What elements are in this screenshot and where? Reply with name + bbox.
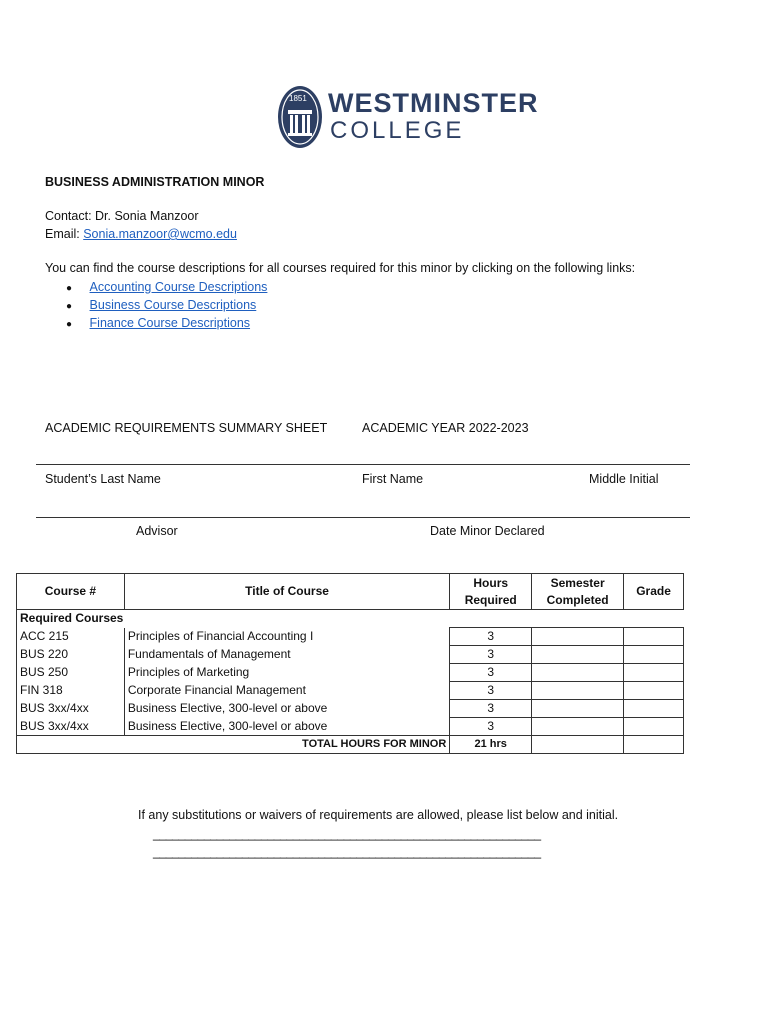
- course-number: ACC 215: [17, 628, 125, 646]
- course-number: BUS 250: [17, 664, 125, 682]
- date-declared-label: Date Minor Declared: [430, 524, 545, 538]
- semester-cell[interactable]: [532, 682, 624, 700]
- total-label: TOTAL HOURS FOR MINOR: [124, 736, 449, 754]
- email-link[interactable]: Sonia.manzoor@wcmo.edu: [83, 227, 237, 241]
- intro-text: You can find the course descriptions for all courses required for this minor by clicking on the following links:: [45, 261, 636, 275]
- total-row: [17, 736, 684, 754]
- total-semester-cell: [532, 736, 624, 754]
- total-hours: 21 hrs: [450, 736, 532, 754]
- header-semester: Semester Completed: [532, 574, 624, 610]
- substitutions-text: If any substitutions or waivers of requirements are allowed, please list below and initial.: [138, 808, 619, 822]
- course-hours: 3: [450, 628, 532, 646]
- total-blank: [17, 736, 125, 754]
- grade-cell[interactable]: [624, 628, 684, 646]
- section-row: [17, 610, 684, 628]
- course-title: Corporate Financial Management: [124, 682, 449, 700]
- divider: [36, 464, 690, 465]
- table-row: [17, 682, 684, 700]
- course-hours: 3: [450, 682, 532, 700]
- grade-cell[interactable]: [624, 664, 684, 682]
- total-grade-cell: [624, 736, 684, 754]
- middle-initial-label: Middle Initial: [589, 472, 659, 486]
- link-item: [66, 297, 256, 315]
- header-grade: Grade: [624, 574, 684, 610]
- first-name-label: First Name: [362, 472, 424, 486]
- bullet-icon: ●: [66, 301, 73, 312]
- course-title: Fundamentals of Management: [124, 646, 449, 664]
- semester-cell[interactable]: [532, 718, 624, 736]
- course-title: Business Elective, 300-level or above: [124, 700, 449, 718]
- course-hours: 3: [450, 700, 532, 718]
- course-hours: 3: [450, 646, 532, 664]
- table-row: [17, 664, 684, 682]
- advisor-label: Advisor: [136, 524, 178, 538]
- section-label: Required Courses: [17, 610, 684, 628]
- course-number: FIN 318: [17, 682, 125, 700]
- course-title: Principles of Marketing: [124, 664, 449, 682]
- course-hours: 3: [450, 664, 532, 682]
- accounting-descriptions-link[interactable]: Accounting Course Descriptions: [89, 280, 268, 294]
- college-logo: [276, 84, 539, 154]
- logo-name-line1: WESTMINSTER: [328, 88, 539, 118]
- semester-cell[interactable]: [532, 628, 624, 646]
- table-row: [17, 646, 684, 664]
- grade-cell[interactable]: [624, 646, 684, 664]
- grade-cell[interactable]: [624, 700, 684, 718]
- link-item: [66, 279, 267, 297]
- table-header-row: [17, 574, 684, 610]
- course-number: BUS 3xx/4xx: [17, 700, 125, 718]
- divider: [36, 517, 690, 518]
- contact-line: Contact: Dr. Sonia Manzoor: [45, 209, 199, 223]
- business-descriptions-link[interactable]: Business Course Descriptions: [89, 298, 257, 312]
- email-label: Email:: [45, 227, 84, 241]
- finance-descriptions-link[interactable]: Finance Course Descriptions: [89, 316, 251, 330]
- course-hours: 3: [450, 718, 532, 736]
- summary-sheet-title: ACADEMIC REQUIREMENTS SUMMARY SHEET: [45, 421, 328, 435]
- course-table: [16, 573, 684, 754]
- link-item: [66, 315, 250, 333]
- grade-cell[interactable]: [624, 682, 684, 700]
- semester-cell[interactable]: [532, 664, 624, 682]
- table-row: [17, 718, 684, 736]
- academic-year: ACADEMIC YEAR 2022-2023: [362, 421, 529, 435]
- bullet-icon: ●: [66, 283, 73, 294]
- page-title: BUSINESS ADMINISTRATION MINOR: [45, 175, 265, 189]
- semester-cell[interactable]: [532, 646, 624, 664]
- substitution-line[interactable]: _____________________________________________________________: [153, 845, 541, 859]
- course-number: BUS 220: [17, 646, 125, 664]
- seal-year: 1851: [289, 94, 307, 103]
- semester-cell[interactable]: [532, 700, 624, 718]
- header-hours: Hours Required: [450, 574, 532, 610]
- table-row: [17, 700, 684, 718]
- course-title: Business Elective, 300-level or above: [124, 718, 449, 736]
- course-title: Principles of Financial Accounting I: [124, 628, 449, 646]
- table-row: [17, 628, 684, 646]
- course-number: BUS 3xx/4xx: [17, 718, 125, 736]
- grade-cell[interactable]: [624, 718, 684, 736]
- last-name-label: Student’s Last Name: [45, 472, 161, 486]
- email-line: [45, 226, 237, 243]
- bullet-icon: ●: [66, 319, 73, 330]
- substitution-line[interactable]: _____________________________________________________________: [153, 827, 541, 841]
- header-title: Title of Course: [124, 574, 449, 610]
- header-course: Course #: [17, 574, 125, 610]
- logo-name-line2: COLLEGE: [330, 117, 465, 144]
